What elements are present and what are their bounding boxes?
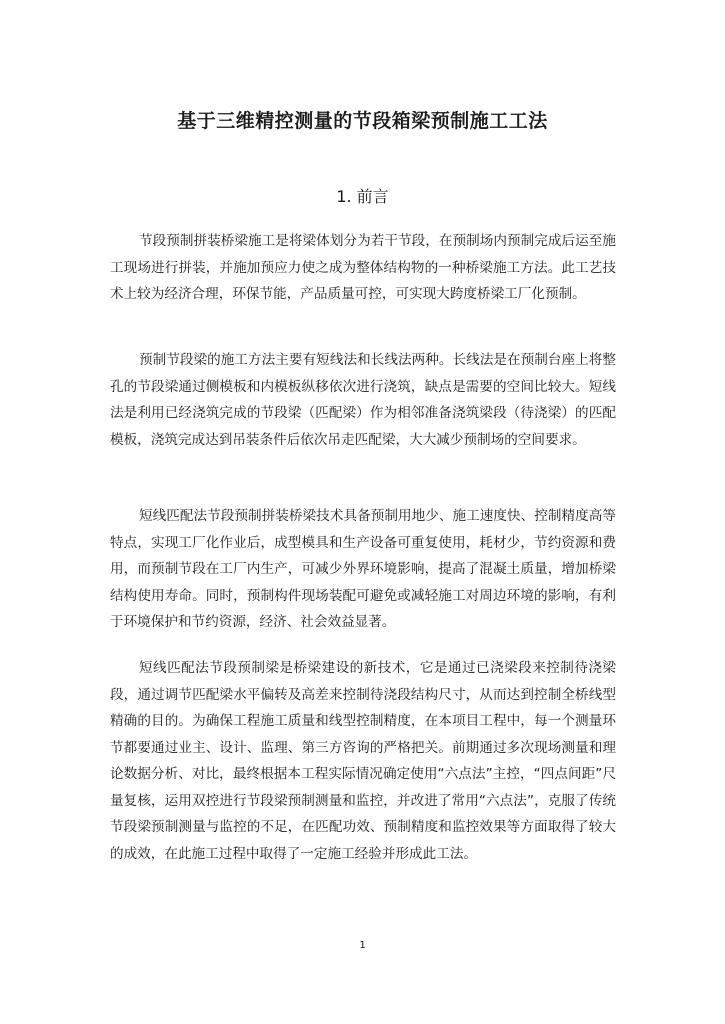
section-heading: 1. 前言	[336, 187, 389, 206]
document-title: 基于三维精控测量的节段箱梁预制施工工法	[177, 110, 548, 132]
paragraph-3: 短线匹配法节段预制拼装桥梁技术具备预制用地少、施工速度快、控制精度高等特点，实现工厂化作业后，成型模具和生产设备可重复使用，耗材少，节约资源和费用，而预制节段在工厂内生产，可减少外界环境影响，提高了混凝土质量，增加桥梁结构使用寿命。同时，预制构件现场装配可避免或减轻施工对周边环境的影响，有利于环境保护和节约资源，经济、社会效益显著。	[110, 508, 616, 630]
paragraph-4: 短线匹配法节段预制梁是桥梁建设的新技术，它是通过已浇梁段来控制待浇梁段，通过调节匹配梁水平偏转及高差来控制待浇段结构尺寸，从而达到控制全桥线型精确的目的。为确保工程施工质量和线型控制精度，在本项目工程中，每一个测量环节都要通过业主、设计、监理、第三方咨询的严格把关。前期通过多次现场测量和理论数据分析、对比，最终根据本工程实际情况确定使用“六点法”主控，“四点间距”尺量复核，运用双控进行节段梁预制测量和监控，并改进了常用“六点法”，克服了传统节段梁预制测量与监控的不足，在匹配功效、预制精度和监控效果等方面取得了较大的成效，在此施工过程中取得了一定施工经验并形成此工法。	[110, 660, 616, 862]
paragraph-1: 节段预制拼装桥梁施工是将梁体划分为若干节段，在预制场内预制完成后运至施工现场进行拼装，并施加预应力使之成为整体结构物的一种桥梁施工方法。此工艺技术上较为经济合理，环保节能，产品质量可控，可实现大跨度桥梁工厂化预制。	[110, 233, 616, 302]
page-number: 1	[359, 940, 366, 951]
paragraph-2: 预制节段梁的施工方法主要有短线法和长线法两种。长线法是在预制台座上将整孔的节段梁通过侧模板和内模板纵移依次进行浇筑，缺点是需要的空间比较大。短线法是利用已经浇筑完成的节段梁（匹配梁）作为相邻准备浇筑梁段（待浇梁）的匹配模板，浇筑完成达到吊装条件后依次吊走匹配梁，大大减少预制场的空间要求。	[110, 352, 616, 448]
